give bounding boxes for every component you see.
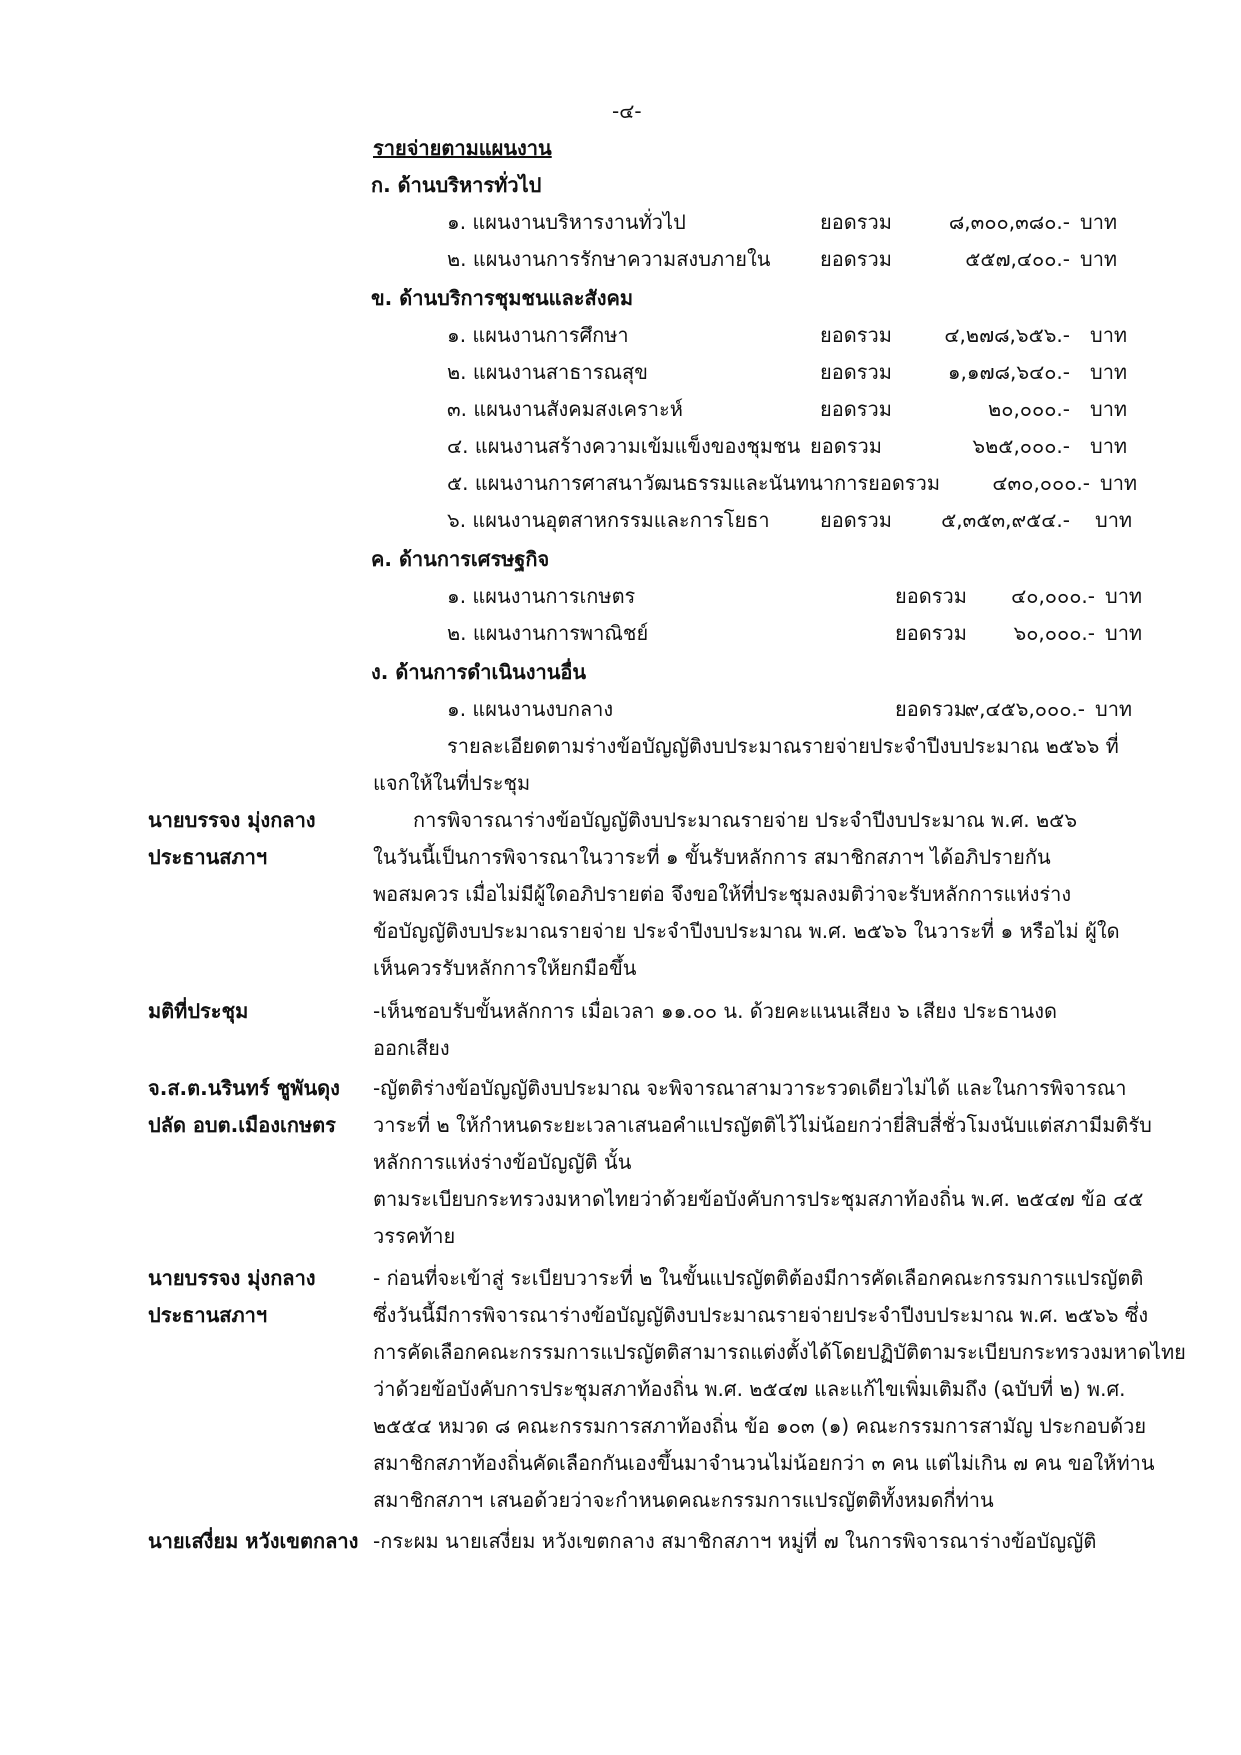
item-total-label: ยอดรวม	[810, 434, 882, 458]
statement-line: -ญัตติร่างข้อบัญญัติงบประมาณ จะพิจารณาสามวาระรวดเดียวไม่ได้ และในการพิจารณา	[373, 1076, 1127, 1100]
item-total-label: ยอดรวม	[820, 247, 892, 271]
detail-note: แจกให้ในที่ประชุม	[373, 771, 531, 795]
item-amount: ๕๕๗,๔๐๐.-	[965, 247, 1070, 271]
item-amount: ๘,๓๐๐,๓๘๐.-	[948, 210, 1070, 234]
statement-line: - ก่อนที่จะเข้าสู่ ระเบียบวาระที่ ๒ ในขั้นแปรญัตติต้องมีการคัดเลือกคณะกรรมการแปรญัตติ	[373, 1266, 1144, 1290]
item-amount: ๖๐,๐๐๐.-	[1013, 621, 1095, 645]
item-label: ๒. แผนงานสาธารณสุข	[447, 360, 648, 384]
section-title: ก. ด้านบริหารทั่วไป	[371, 173, 542, 197]
statement-line: เห็นควรรับหลักการให้ยกมือขึ้น	[373, 956, 637, 980]
item-amount: ๔๓๐,๐๐๐.-	[992, 471, 1090, 495]
item-unit: บาท	[1105, 584, 1143, 608]
statement-line: ข้อบัญญัติงบประมาณรายจ่าย ประจำปีงบประมาณ พ.ศ. ๒๕๖๖ ในวาระที่ ๑ หรือไม่ ผู้ใด	[373, 919, 1120, 943]
item-unit: บาท	[1080, 247, 1118, 271]
statement-line: -เห็นชอบรับขั้นหลักการ เมื่อเวลา ๑๑.๐๐ น. ด้วยคะแนนเสียง ๖ เสียง ประธานงด	[373, 999, 1057, 1023]
item-amount: ๒๐,๐๐๐.-	[988, 397, 1070, 421]
statement-line: -กระผม นายเสงี่ยม หวังเขตกลาง สมาชิกสภาฯ หมู่ที่ ๗ ในการพิจารณาร่างข้อบัญญัติ	[373, 1529, 1097, 1553]
item-unit: บาท	[1095, 508, 1133, 532]
speaker-name: นายบรรจง มุ่งกลาง	[148, 808, 316, 832]
item-total-label: ยอดรวม	[820, 360, 892, 384]
item-total-label: ยอดรวม	[820, 210, 892, 234]
item-unit: บาท	[1105, 621, 1143, 645]
statement-line: ออกเสียง	[373, 1036, 450, 1060]
statement-line: ตามระเบียบกระทรวงมหาดไทยว่าด้วยข้อบังคับการประชุมสภาท้องถิ่น พ.ศ. ๒๕๔๗ ข้อ ๔๕	[373, 1187, 1144, 1211]
item-unit: บาท	[1090, 323, 1128, 347]
statement-line: หลักการแห่งร่างข้อบัญญัติ นั้น	[373, 1150, 632, 1174]
section-title: ข. ด้านบริการชุมชนและสังคม	[371, 286, 634, 310]
item-amount: ๕,๓๕๓,๙๕๔.-	[941, 508, 1070, 532]
item-label: ๒. แผนงานการพาณิชย์	[447, 621, 649, 645]
item-label: ๖. แผนงานอุตสาหกรรมและการโยธา	[447, 508, 770, 532]
section-title: ค. ด้านการเศรษฐกิจ	[371, 547, 550, 571]
item-unit: บาท	[1100, 471, 1138, 495]
item-total-label: ยอดรวม	[820, 323, 892, 347]
item-amount: ๙,๔๕๖,๐๐๐.-	[964, 697, 1085, 721]
statement-line: การพิจารณาร่างข้อบัญญัติงบประมาณรายจ่าย ประจำปีงบประมาณ พ.ศ. ๒๕๖	[413, 808, 1078, 832]
budget-heading: รายจ่ายตามแผนงาน	[373, 136, 552, 160]
speaker-role: ประธานสภาฯ	[148, 845, 268, 869]
detail-note: รายละเอียดตามร่างข้อบัญญัติงบประมาณรายจ่ายประจำปีงบประมาณ ๒๕๖๖ ที่	[447, 734, 1119, 758]
statement-line: ๒๕๕๔ หมวด ๘ คณะกรรมการสภาท้องถิ่น ข้อ ๑๐๓ (๑) คณะกรรมการสามัญ ประกอบด้วย	[373, 1414, 1147, 1438]
item-total-label: ยอดรวม	[820, 397, 892, 421]
speaker-name: จ.ส.ต.นรินทร์ ชูพันดุง	[148, 1076, 340, 1100]
item-label: ๒. แผนงานการรักษาความสงบภายใน	[447, 247, 771, 271]
statement-line: ในวันนี้เป็นการพิจารณาในวาระที่ ๑ ขั้นรับหลักการ สมาชิกสภาฯ ได้อภิปรายกัน	[373, 845, 1051, 869]
item-total-label: ยอดรวม	[895, 621, 967, 645]
speaker-role: ปลัด อบต.เมืองเกษตร	[148, 1113, 336, 1137]
item-amount: ๔๐,๐๐๐.-	[1011, 584, 1095, 608]
section-title: ง. ด้านการดำเนินงานอื่น	[371, 660, 587, 684]
statement-line: สมาชิกสภาฯ เสนอด้วยว่าจะกำหนดคณะกรรมการแปรญัตติทั้งหมดกี่ท่าน	[373, 1488, 994, 1512]
item-unit: บาท	[1090, 434, 1128, 458]
statement-line: สมาชิกสภาท้องถิ่นคัดเลือกกันเองขึ้นมาจำนวนไม่น้อยกว่า ๓ คน แต่ไม่เกิน ๗ คน ขอให้ท่าน	[373, 1451, 1155, 1475]
statement-line: การคัดเลือกคณะกรรมการแปรญัตติสามารถแต่งตั้งได้โดยปฏิบัติตามระเบียบกระทรวงมหาดไทย	[373, 1340, 1186, 1364]
item-label: ๕. แผนงานการศาสนาวัฒนธรรมและนันทนาการยอดรวม	[447, 471, 941, 495]
statement-line: วรรคท้าย	[373, 1224, 456, 1248]
item-amount: ๖๒๕,๐๐๐.-	[972, 434, 1070, 458]
item-label: ๓. แผนงานสังคมสงเคราะห์	[447, 397, 683, 421]
item-unit: บาท	[1090, 397, 1128, 421]
speaker-name: มติที่ประชุม	[148, 999, 249, 1023]
item-unit: บาท	[1080, 210, 1118, 234]
item-label: ๑. แผนงานงบกลาง	[447, 697, 614, 721]
statement-line: ซึ่งวันนี้มีการพิจารณาร่างข้อบัญญัติงบประมาณรายจ่ายประจำปีงบประมาณ พ.ศ. ๒๕๖๖ ซึ่ง	[373, 1303, 1149, 1327]
item-label: ๑. แผนงานบริหารงานทั่วไป	[447, 210, 686, 234]
statement-line: พอสมควร เมื่อไม่มีผู้ใดอภิปรายต่อ จึงขอให้ที่ประชุมลงมติว่าจะรับหลักการแห่งร่าง	[373, 882, 1072, 906]
page-number: -๔-	[612, 99, 642, 123]
speaker-name: นายบรรจง มุ่งกลาง	[148, 1266, 316, 1290]
item-amount: ๑,๑๗๘,๖๔๐.-	[947, 360, 1070, 384]
speaker-name: นายเสงี่ยม หวังเขตกลาง	[148, 1529, 359, 1553]
item-label: ๑. แผนงานการศึกษา	[447, 323, 629, 347]
item-unit: บาท	[1095, 697, 1133, 721]
item-total-label: ยอดรวม	[895, 584, 967, 608]
item-label: ๔. แผนงานสร้างความเข้มแข็งของชุมชน	[447, 434, 801, 458]
item-amount: ๔,๒๗๘,๖๕๖.-	[944, 323, 1070, 347]
speaker-role: ประธานสภาฯ	[148, 1303, 268, 1327]
statement-line: ว่าด้วยข้อบังคับการประชุมสภาท้องถิ่น พ.ศ. ๒๕๔๗ และแก้ไขเพิ่มเติมถึง (ฉบับที่ ๒) พ.ศ.	[373, 1377, 1126, 1401]
item-unit: บาท	[1090, 360, 1128, 384]
statement-line: วาระที่ ๒ ให้กำหนดระยะเวลาเสนอคำแปรญัตติไว้ไม่น้อยกว่ายี่สิบสี่ชั่วโมงนับแต่สภามีมติรับ	[373, 1113, 1152, 1137]
item-total-label: ยอดรวม	[895, 697, 967, 721]
item-label: ๑. แผนงานการเกษตร	[447, 584, 636, 608]
item-total-label: ยอดรวม	[820, 508, 892, 532]
